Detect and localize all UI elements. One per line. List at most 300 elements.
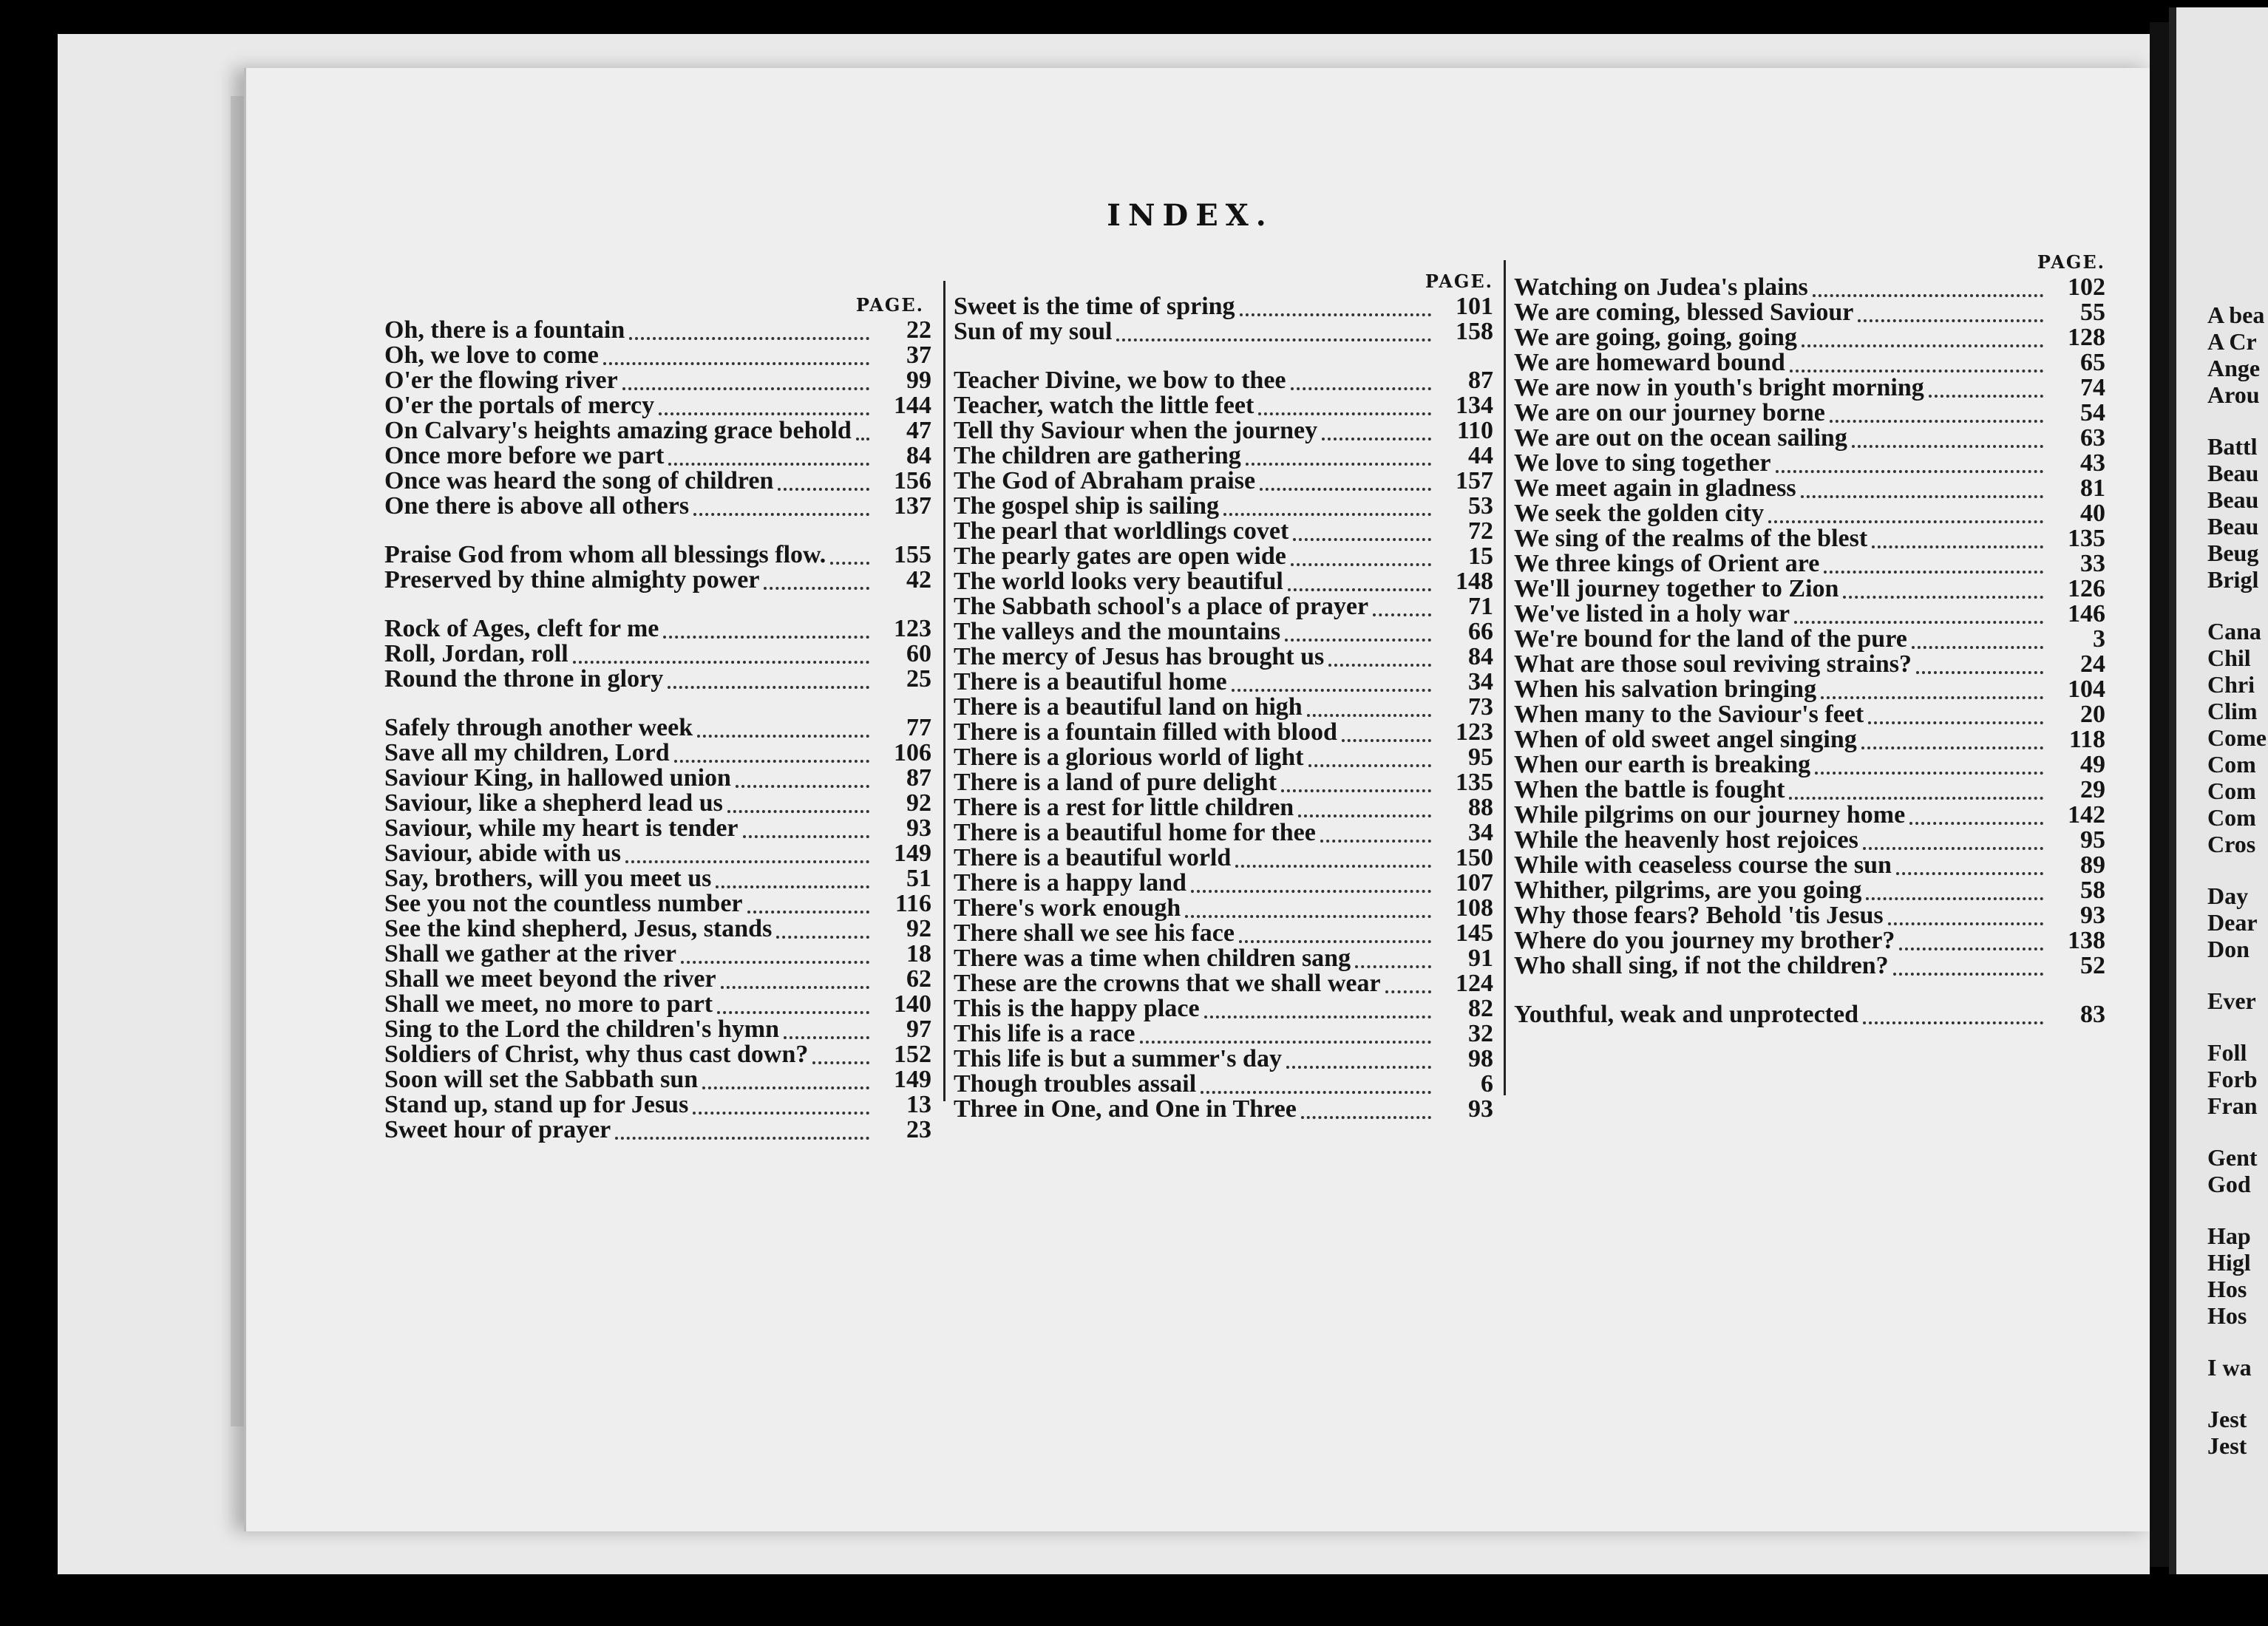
- dot-leader: [778, 480, 869, 491]
- hymn-title: The valleys and the mountains: [954, 618, 1281, 645]
- page-number: 91: [1468, 945, 1493, 972]
- next-page-fragment: Beau: [2207, 513, 2259, 540]
- hymn-title: While pilgrims on our journey home: [1514, 801, 1906, 829]
- next-page-fragment: Jest: [2207, 1406, 2247, 1432]
- page-number: 63: [2080, 424, 2105, 452]
- next-page-fragment: Beau: [2207, 460, 2259, 486]
- dot-leader: [1281, 782, 1431, 792]
- index-column-2: [954, 271, 1493, 1122]
- hymn-title: There is a beautiful home: [954, 668, 1227, 695]
- hymn-title: We are going, going, going: [1514, 324, 1797, 351]
- page-number: 116: [894, 890, 931, 917]
- page-number: 146: [2068, 600, 2105, 627]
- dot-leader: [663, 628, 869, 639]
- dot-leader: [693, 1104, 869, 1115]
- index-entry: [1514, 778, 2105, 803]
- hymn-title: The world looks very beautiful: [954, 568, 1283, 595]
- index-entry: [384, 642, 931, 667]
- dot-leader: [1852, 438, 2043, 448]
- dot-leader: [1843, 588, 2043, 599]
- page-number: 47: [906, 417, 931, 444]
- dot-leader: [1373, 606, 1431, 616]
- group-spacer: [384, 519, 931, 542]
- index-entry: [1514, 652, 2105, 677]
- page-number: 24: [2080, 650, 2105, 678]
- index-entry: [1514, 602, 2105, 627]
- dot-leader: [1246, 455, 1431, 466]
- page-number: 155: [894, 541, 931, 568]
- dot-leader: [1776, 463, 2044, 473]
- page-number: 104: [2068, 676, 2105, 703]
- dot-leader: [1342, 732, 1431, 742]
- page-number: 37: [906, 341, 931, 369]
- index-entry: [384, 1067, 931, 1092]
- index-entry: [1514, 677, 2105, 702]
- dot-leader: [629, 330, 869, 340]
- page-number: 51: [906, 865, 931, 892]
- index-entry: [954, 594, 1493, 619]
- next-page-fragment: Jest: [2207, 1432, 2247, 1459]
- index-entry: [1514, 426, 2105, 451]
- dot-leader: [1815, 764, 2043, 775]
- next-page-fragment: Dear: [2207, 909, 2258, 936]
- hymn-title: Teacher Divine, we bow to thee: [954, 367, 1286, 394]
- index-entry: [384, 418, 931, 443]
- index-entry: [384, 942, 931, 967]
- next-page-fragment: Come: [2207, 724, 2267, 751]
- page-number: 22: [906, 316, 931, 344]
- index-entry: [1514, 878, 2105, 903]
- index-entry: [954, 720, 1493, 745]
- dot-leader: [1909, 814, 2043, 825]
- index-entry: [954, 1072, 1493, 1097]
- group-spacer: [2207, 1329, 2268, 1354]
- hymn-title: Shall we meet beyond the river: [384, 965, 716, 993]
- dot-leader: [1893, 965, 2043, 976]
- page-number: 157: [1456, 467, 1493, 494]
- dot-leader: [1307, 707, 1431, 717]
- page-number: 101: [1456, 293, 1493, 320]
- group-spacer: [2207, 857, 2268, 882]
- index-entry: [1514, 702, 2105, 727]
- hymn-title: Oh, we love to come: [384, 341, 599, 369]
- index-entry: [954, 795, 1493, 820]
- dot-leader: [697, 727, 869, 738]
- next-page-fragment: Com: [2207, 778, 2256, 804]
- dot-leader: [1821, 689, 2043, 699]
- index-entry: [1514, 853, 2105, 878]
- page-number: 84: [1468, 643, 1493, 670]
- hymn-title: There was a time when children sang: [954, 945, 1351, 972]
- index-entry: [384, 791, 931, 816]
- group-spacer: [2207, 1119, 2268, 1144]
- group-spacer: [1514, 979, 2105, 1002]
- dot-leader: [1291, 380, 1431, 390]
- index-entry: [384, 891, 931, 916]
- hymn-title: This is the happy place: [954, 995, 1200, 1022]
- hymn-title: Saviour, like a shepherd lead us: [384, 789, 723, 817]
- dot-leader: [1204, 1008, 1431, 1018]
- page-number: 44: [1468, 442, 1493, 469]
- index-entry: [384, 1118, 931, 1143]
- dot-leader: [625, 853, 869, 863]
- group-spacer: [2207, 962, 2268, 987]
- index-entry: [1514, 803, 2105, 828]
- page-number: 107: [1456, 869, 1493, 897]
- dot-leader: [747, 903, 869, 914]
- hymn-title: On Calvary's heights amazing grace behold: [384, 417, 852, 444]
- index-entry: [1514, 576, 2105, 602]
- index-entry: [384, 866, 931, 891]
- index-entry: [384, 343, 931, 368]
- index-entry: [954, 921, 1493, 946]
- page-number: 42: [906, 566, 931, 593]
- index-entry: [1514, 300, 2105, 325]
- hymn-title: We love to sing together: [1514, 449, 1771, 477]
- hymn-title: See you not the countless number: [384, 890, 743, 917]
- page-number: 34: [1468, 668, 1493, 695]
- page-number: 34: [1468, 819, 1493, 846]
- page-number: 152: [894, 1041, 931, 1068]
- page-number: 92: [906, 915, 931, 942]
- index-entry: [1514, 953, 2105, 979]
- dot-leader: [1789, 789, 2043, 800]
- hymn-title: Why those fears? Behold 'tis Jesus: [1514, 902, 1884, 929]
- page-number: 150: [1456, 844, 1493, 871]
- index-entry: [954, 896, 1493, 921]
- dot-leader: [736, 778, 869, 788]
- index-entry: [954, 1047, 1493, 1072]
- page-number: 89: [2080, 851, 2105, 879]
- hymn-title: There is a rest for little children: [954, 794, 1294, 821]
- page-number: 72: [1468, 517, 1493, 545]
- hymn-title: While the heavenly host rejoices: [1514, 826, 1858, 854]
- group-spacer: [2207, 1197, 2268, 1222]
- next-page-fragment: God: [2207, 1171, 2251, 1197]
- index-entry: [1514, 828, 2105, 853]
- page-number: 25: [906, 665, 931, 693]
- index-entry: [1514, 627, 2105, 652]
- hymn-title: Soon will set the Sabbath sun: [384, 1066, 699, 1093]
- index-entry: [1514, 551, 2105, 576]
- group-spacer: [2207, 408, 2268, 433]
- index-entry: [954, 846, 1493, 871]
- page-number: 52: [2080, 952, 2105, 979]
- index-entry: [954, 519, 1493, 544]
- next-page-fragment: Day: [2207, 882, 2249, 909]
- hymn-title: There is a beautiful world: [954, 844, 1232, 871]
- index-entry: [954, 418, 1493, 443]
- dot-leader: [1768, 513, 2043, 523]
- page-number: 93: [906, 814, 931, 842]
- dot-leader: [1863, 1014, 2043, 1024]
- group-spacer: [384, 593, 931, 616]
- dot-leader: [1794, 613, 2043, 624]
- page-number: 73: [1468, 693, 1493, 721]
- hymn-title: See the kind shepherd, Jesus, stands: [384, 915, 773, 942]
- dot-leader: [1239, 933, 1431, 943]
- dot-leader: [573, 653, 869, 664]
- page-number: 3: [2093, 625, 2105, 653]
- group-spacer: [384, 692, 931, 715]
- index-entry: [954, 319, 1493, 344]
- hymn-title: Tell thy Saviour when the journey: [954, 417, 1318, 444]
- hymn-title: Sing to the Lord the children's hymn: [384, 1016, 780, 1043]
- hymn-title: There is a land of pure delight: [954, 769, 1277, 796]
- dot-leader: [1293, 531, 1431, 541]
- hymn-title: This life is a race: [954, 1020, 1135, 1047]
- hymn-title: When the battle is fought: [1514, 776, 1785, 803]
- dot-leader: [674, 752, 869, 763]
- page-number: 6: [1481, 1070, 1493, 1098]
- dot-leader: [1888, 915, 2043, 925]
- page-number: 13: [906, 1091, 931, 1118]
- hymn-title: Once more before we part: [384, 442, 665, 469]
- index-entry: [954, 294, 1493, 319]
- next-page-fragment: Chri: [2207, 671, 2255, 698]
- index-entry: [1514, 501, 2105, 526]
- index-entry: [954, 770, 1493, 795]
- page-number: 144: [894, 392, 931, 419]
- index-entry: [954, 619, 1493, 644]
- next-page-fragment: Cros: [2207, 831, 2256, 857]
- next-page-fragment: Ever: [2207, 987, 2256, 1014]
- hymn-title: Praise God from whom all blessings flow.: [384, 541, 826, 568]
- hymn-title: Say, brothers, will you meet us: [384, 865, 712, 892]
- dot-leader: [1235, 857, 1431, 868]
- hymn-title: There is a happy land: [954, 869, 1186, 897]
- page-number: 43: [2080, 449, 2105, 477]
- page-number: 23: [906, 1116, 931, 1143]
- hymn-title: When of old sweet angel singing: [1514, 726, 1857, 753]
- next-page-fragment: Com: [2207, 751, 2256, 778]
- page-number: 87: [906, 764, 931, 792]
- next-page-fragment: Chil: [2207, 644, 2251, 671]
- hymn-title: Save all my children, Lord: [384, 739, 670, 766]
- dot-leader: [1328, 656, 1431, 667]
- dot-leader: [1232, 681, 1431, 692]
- next-page-fragment: I wa: [2207, 1354, 2252, 1381]
- dot-leader: [1288, 581, 1431, 591]
- page-number: 97: [906, 1016, 931, 1043]
- next-page-fragment: Higl: [2207, 1249, 2251, 1276]
- page-number: 33: [2080, 550, 2105, 577]
- dot-leader: [717, 1004, 869, 1014]
- dot-leader: [1285, 631, 1431, 642]
- hymn-title: There is a glorious world of light: [954, 744, 1304, 771]
- page-number: 84: [906, 442, 931, 469]
- next-page-fragment: Ange: [2207, 355, 2261, 381]
- dot-leader: [743, 828, 869, 838]
- page-number: 93: [2080, 902, 2105, 929]
- dot-leader: [659, 405, 869, 415]
- page-number: 149: [894, 1066, 931, 1093]
- index-entry: [384, 469, 931, 494]
- index-entry: [954, 569, 1493, 594]
- book-gutter: [2150, 22, 2169, 1567]
- hymn-title: Three in One, and One in Three: [954, 1095, 1297, 1123]
- index-entry: [954, 745, 1493, 770]
- dot-leader: [622, 380, 869, 390]
- page-number: 88: [1468, 794, 1493, 821]
- hymn-title: When many to the Saviour's feet: [1514, 701, 1864, 728]
- hymn-title: O'er the portals of mercy: [384, 392, 655, 419]
- page-number: 99: [906, 367, 931, 394]
- dot-leader: [1899, 940, 2043, 950]
- index-entry: [384, 1092, 931, 1118]
- index-entry: [384, 368, 931, 393]
- dot-leader: [668, 455, 869, 466]
- page-number: 95: [2080, 826, 2105, 854]
- dot-leader: [668, 678, 869, 689]
- dot-leader: [1308, 757, 1432, 767]
- dot-leader: [1916, 664, 2043, 674]
- index-entry: [1514, 727, 2105, 752]
- dot-leader: [1240, 306, 1431, 316]
- dot-leader: [1298, 807, 1431, 817]
- index-entry: [954, 644, 1493, 670]
- dot-leader: [1866, 890, 2043, 900]
- page-number: 18: [906, 940, 931, 967]
- hymn-title: Where do you journey my brother?: [1514, 927, 1895, 954]
- dot-leader: [784, 1029, 869, 1039]
- page-number: 110: [1456, 417, 1493, 444]
- hymn-title: The mercy of Jesus has brought us: [954, 643, 1325, 670]
- dot-leader: [702, 1079, 869, 1089]
- page-number: 108: [1456, 894, 1493, 922]
- hymn-title: While with ceaseless course the sun: [1514, 851, 1892, 879]
- hymn-title: Soldiers of Christ, why thus cast down?: [384, 1041, 809, 1068]
- hymn-title: Who shall sing, if not the children?: [1514, 952, 1889, 979]
- hymn-title: These are the crowns that we shall wear: [954, 970, 1381, 997]
- page-number: 82: [1468, 995, 1493, 1022]
- dot-leader: [812, 1054, 869, 1064]
- dot-leader: [1929, 387, 2043, 398]
- index-entry: [384, 667, 931, 692]
- page-number: 54: [2080, 399, 2105, 426]
- index-entry: [384, 741, 931, 766]
- page-number: 124: [1456, 970, 1493, 997]
- page-number: 66: [1468, 618, 1493, 645]
- dot-leader: [1301, 1109, 1431, 1119]
- page-number: 126: [2068, 575, 2105, 602]
- page-number: 93: [1468, 1095, 1493, 1123]
- hymn-title: The gospel ship is sailing: [954, 492, 1220, 520]
- index-entry: [384, 443, 931, 469]
- index-entry: [954, 871, 1493, 896]
- page-number: 15: [1468, 542, 1493, 570]
- hymn-title: We'll journey together to Zion: [1514, 575, 1839, 602]
- next-page-fragment: Fran: [2207, 1092, 2258, 1119]
- hymn-title: Watching on Judea's plains: [1514, 273, 1808, 301]
- hymn-title: There is a beautiful land on high: [954, 693, 1303, 721]
- next-page-fragment: Com: [2207, 804, 2256, 831]
- dot-leader: [1185, 908, 1431, 918]
- next-page-fragment: Hos: [2207, 1276, 2247, 1302]
- index-entry: [384, 992, 931, 1017]
- page-number: 134: [1456, 392, 1493, 419]
- index-entry: [1514, 401, 2105, 426]
- group-spacer: [2207, 1381, 2268, 1406]
- hymn-title: Once was heard the song of children: [384, 467, 774, 494]
- group-spacer: [2207, 593, 2268, 618]
- dot-leader: [856, 430, 869, 440]
- hymn-title: We are now in youth's bright morning: [1514, 374, 1924, 401]
- page-number: 29: [2080, 776, 2105, 803]
- index-entry: [384, 967, 931, 992]
- hymn-title: Saviour, while my heart is tender: [384, 814, 739, 842]
- page-number: 135: [2068, 525, 2105, 552]
- index-entry: [954, 971, 1493, 996]
- index-entry: [1514, 526, 2105, 551]
- index-entry: [954, 368, 1493, 393]
- dot-leader: [1320, 832, 1431, 843]
- dot-leader: [1116, 331, 1431, 341]
- index-entry: [384, 542, 931, 568]
- index-entry: [954, 393, 1493, 418]
- page-column-header: PAGE.: [2037, 251, 2105, 273]
- index-entry: [954, 1097, 1493, 1122]
- hymn-title: We've listed in a holy war: [1514, 600, 1790, 627]
- page-number: 149: [894, 840, 931, 867]
- page-number: 156: [894, 467, 931, 494]
- dot-leader: [1896, 865, 2043, 875]
- hymn-title: Sweet hour of prayer: [384, 1116, 611, 1143]
- index-entry: [384, 715, 931, 741]
- index-entry: [384, 816, 931, 841]
- dot-leader: [1824, 563, 2043, 574]
- next-page-fragment: Gent: [2207, 1144, 2258, 1171]
- index-entry: [1514, 928, 2105, 953]
- dot-leader: [1830, 412, 2043, 423]
- group-spacer: [954, 344, 1493, 368]
- page-column-header: PAGE.: [855, 294, 924, 316]
- page-number: 138: [2068, 927, 2105, 954]
- index-entry: [954, 1021, 1493, 1047]
- column-divider: [1504, 260, 1506, 1095]
- page-number: 60: [906, 640, 931, 667]
- page-number: 118: [2068, 726, 2105, 753]
- index-entry: [384, 916, 931, 942]
- dot-leader: [1813, 287, 2043, 297]
- hymn-title: One there is above all others: [384, 492, 690, 520]
- dot-leader: [830, 554, 869, 565]
- hymn-title: Youthful, weak and unprotected: [1514, 1001, 1859, 1028]
- hymn-title: Oh, there is a fountain: [384, 316, 625, 344]
- hymn-title: The children are gathering: [954, 442, 1241, 469]
- page-number: 145: [1456, 919, 1493, 947]
- hymn-title: When his salvation bringing: [1514, 676, 1817, 703]
- hymn-title: There is a fountain filled with blood: [954, 718, 1337, 746]
- page-number: 128: [2068, 324, 2105, 351]
- index-entry: [384, 841, 931, 866]
- dot-leader: [1790, 362, 2043, 373]
- hymn-title: Stand up, stand up for Jesus: [384, 1091, 689, 1118]
- page-number: 83: [2080, 1001, 2105, 1028]
- page-number: 20: [2080, 701, 2105, 728]
- hymn-title: Teacher, watch the little feet: [954, 392, 1254, 419]
- hymn-title: What are those soul reviving strains?: [1514, 650, 1912, 678]
- page-number: 137: [894, 492, 931, 520]
- index-entry: [384, 1017, 931, 1042]
- page-number: 98: [1468, 1045, 1493, 1072]
- next-page-fragment: Forb: [2207, 1066, 2258, 1092]
- dot-leader: [1858, 312, 2043, 322]
- dot-leader: [603, 355, 869, 365]
- index-entry: [1514, 451, 2105, 476]
- page-number: 74: [2080, 374, 2105, 401]
- hymn-title: There shall we see his face: [954, 919, 1235, 947]
